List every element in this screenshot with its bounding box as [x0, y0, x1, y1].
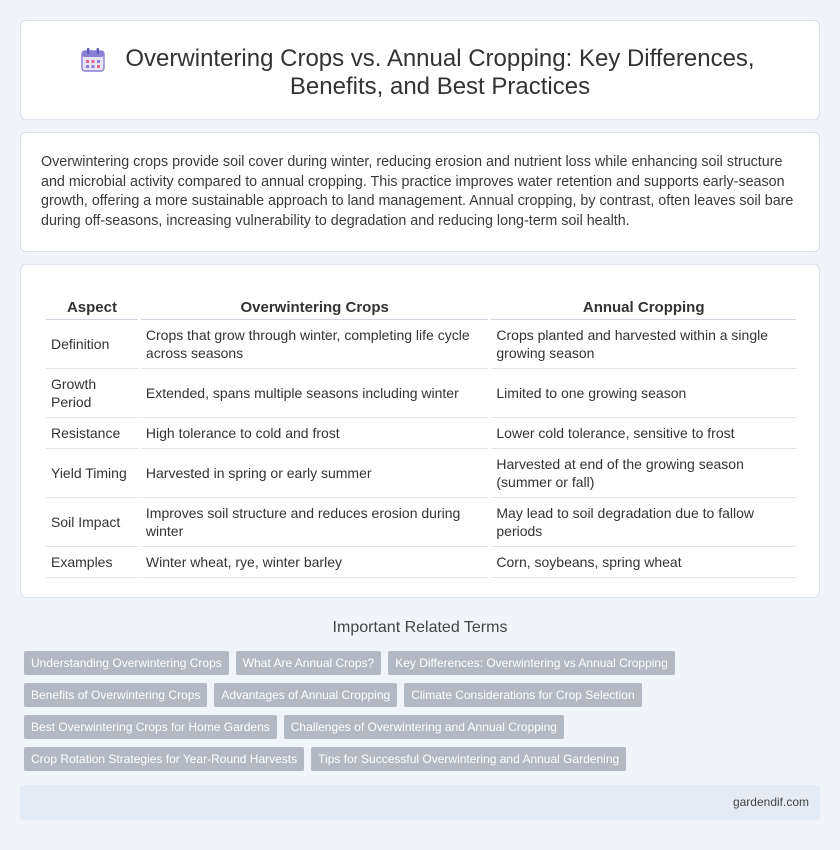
comparison-card	[20, 264, 820, 598]
tag-row	[24, 747, 744, 771]
row-overwintering: Improves soil structure and reduces erosion during winter	[141, 498, 488, 547]
page-title: Overwintering Crops vs. Annual Cropping: Key Differences, Benefits, and Best Practices	[125, 45, 755, 100]
table-row	[46, 449, 796, 498]
row-aspect: Soil Impact	[46, 498, 138, 547]
related-tag[interactable]: Understanding Overwintering Crops	[24, 651, 229, 675]
row-overwintering: Winter wheat, rye, winter barley	[141, 547, 488, 578]
related-tag[interactable]: Benefits of Overwintering Crops	[24, 683, 207, 707]
row-aspect: Growth Period	[46, 369, 138, 418]
calendar-icon	[80, 47, 106, 73]
related-tag[interactable]: Crop Rotation Strategies for Year-Round Harvests	[24, 747, 304, 771]
table-header-row	[46, 295, 796, 320]
row-annual: Harvested at end of the growing season (summer or fall)	[491, 449, 796, 498]
title-row	[21, 21, 819, 101]
related-tag[interactable]: Best Overwintering Crops for Home Gardens	[24, 715, 277, 739]
row-annual: Corn, soybeans, spring wheat	[491, 547, 796, 578]
table-row	[46, 498, 796, 547]
row-overwintering: Crops that grow through winter, completing life cycle across seasons	[141, 320, 488, 369]
table-row	[46, 320, 796, 369]
row-annual: May lead to soil degradation due to fallow periods	[491, 498, 796, 547]
table-row	[46, 369, 796, 418]
row-annual: Crops planted and harvested within a single growing season	[491, 320, 796, 369]
tag-row	[24, 715, 744, 739]
footer	[20, 785, 820, 820]
header-card	[20, 20, 820, 120]
header-annual: Annual Cropping	[491, 295, 796, 320]
related-tag[interactable]: What Are Annual Crops?	[236, 651, 381, 675]
row-annual: Lower cold tolerance, sensitive to frost	[491, 418, 796, 449]
header-aspect: Aspect	[46, 295, 138, 320]
row-aspect: Examples	[46, 547, 138, 578]
related-tag[interactable]: Tips for Successful Overwintering and Annual Gardening	[311, 747, 626, 771]
row-overwintering: High tolerance to cold and frost	[141, 418, 488, 449]
intro-paragraph: Overwintering crops provide soil cover during winter, reducing erosion and nutrient loss while enhancing soil structure and microbial activity compared to annual cropping. This practice improves water retention and supports early-season growth, offering a more sustainable approach to land management. Annual cropping, by contrast, often leaves soil bare during off-seasons, increasing vulnerability to degradation and reducing long-term soil health.	[41, 154, 794, 229]
related-tag[interactable]: Climate Considerations for Crop Selection	[404, 683, 641, 707]
row-aspect: Resistance	[46, 418, 138, 449]
comparison-table	[43, 295, 799, 578]
header-overwintering: Overwintering Crops	[141, 295, 488, 320]
related-tag[interactable]: Key Differences: Overwintering vs Annual Cropping	[388, 651, 675, 675]
related-terms-title: Important Related Terms	[332, 619, 508, 636]
related-tag[interactable]: Advantages of Annual Cropping	[214, 683, 397, 707]
row-aspect: Yield Timing	[46, 449, 138, 498]
row-annual: Limited to one growing season	[491, 369, 796, 418]
related-terms-list	[24, 651, 744, 779]
table-row	[46, 418, 796, 449]
tag-row	[24, 651, 744, 675]
tag-row	[24, 683, 744, 707]
related-tag[interactable]: Challenges of Overwintering and Annual Cropping	[284, 715, 564, 739]
row-aspect: Definition	[46, 320, 138, 369]
row-overwintering: Harvested in spring or early summer	[141, 449, 488, 498]
table-row	[46, 547, 796, 578]
intro-card	[20, 132, 820, 252]
row-overwintering: Extended, spans multiple seasons including winter	[141, 369, 488, 418]
footer-site-link[interactable]: gardendif.com	[732, 795, 809, 809]
